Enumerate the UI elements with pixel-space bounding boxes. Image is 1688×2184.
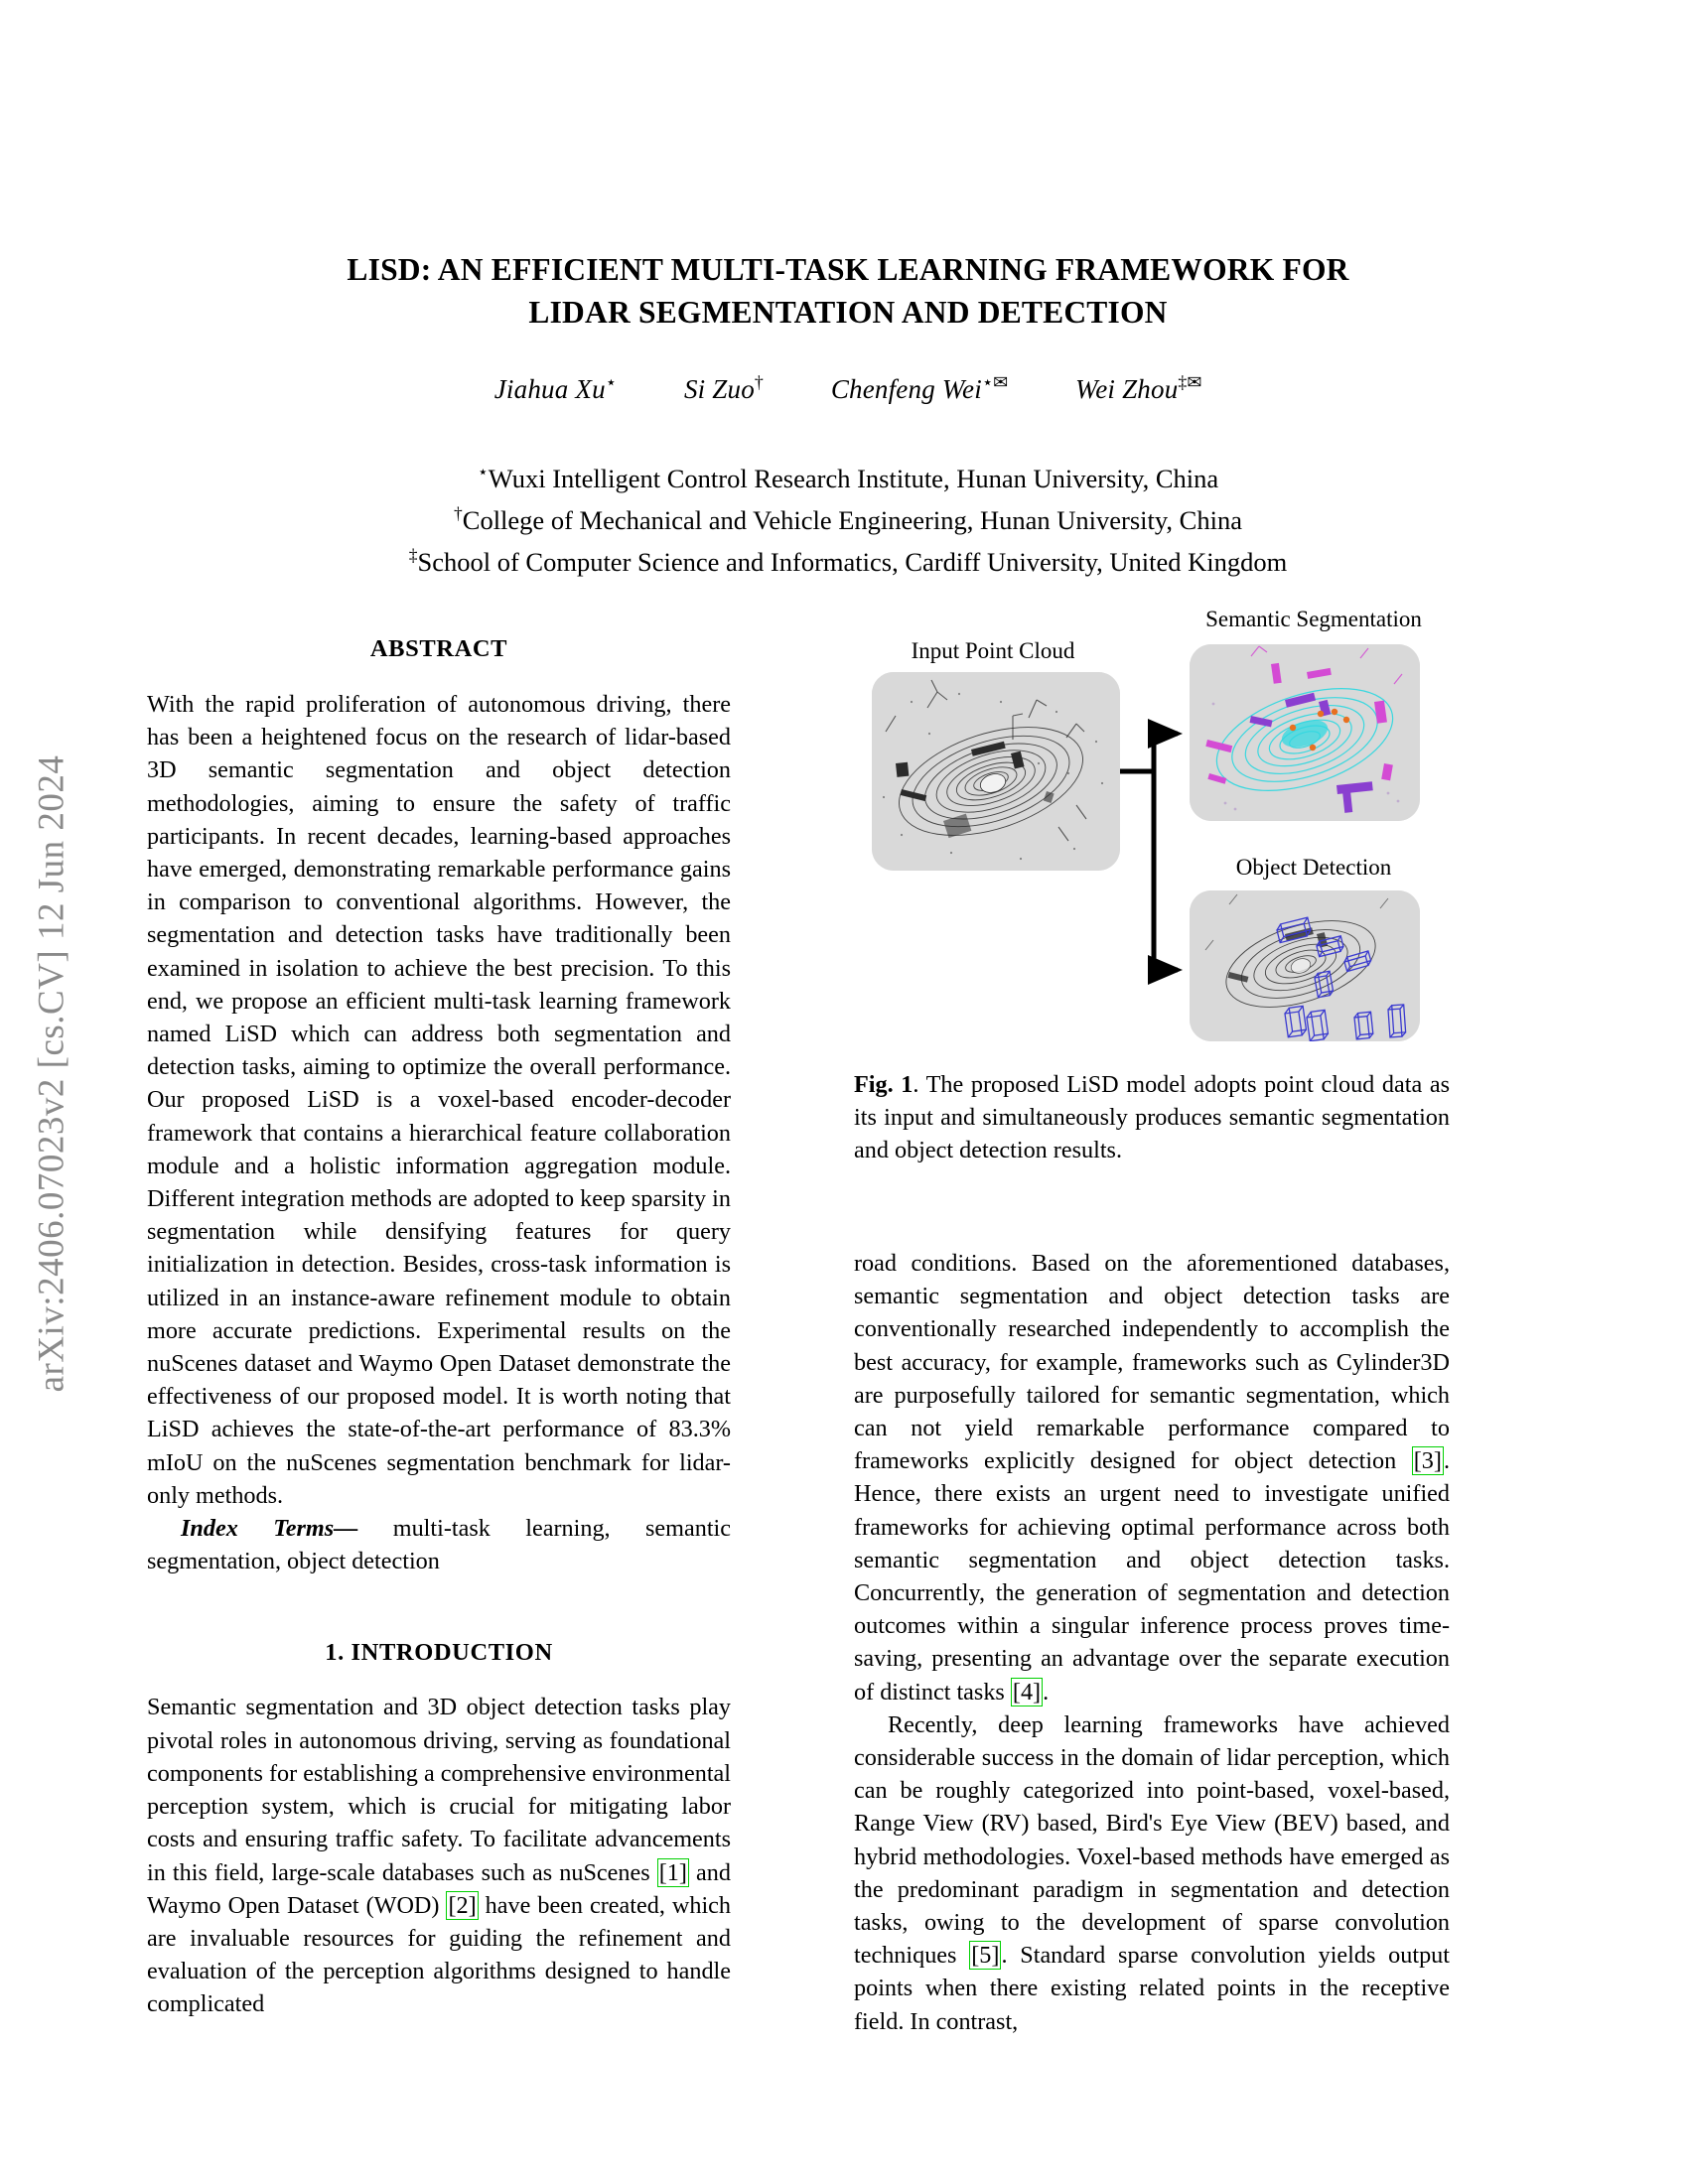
author-entry	[494, 372, 617, 405]
figure-1-caption	[854, 1068, 1450, 1167]
index-terms-text: multi-task learning, semantic segmentation, object detection	[147, 1515, 731, 1575]
citation-1[interactable]: [1]	[658, 1858, 687, 1886]
object-detection-render	[1190, 890, 1420, 1041]
affiliation-mark: †	[454, 502, 463, 523]
intro-paragraph-3	[854, 1708, 1450, 2038]
paper-page	[147, 0, 1549, 2184]
index-terms	[147, 1512, 731, 1577]
author-list	[147, 372, 1549, 405]
intro-p2-part-c: .	[1043, 1678, 1050, 1706]
intro-paragraph-1	[147, 1691, 731, 2020]
affiliation-entry	[147, 496, 1549, 538]
figure-label-object-detection: Object Detection	[1235, 855, 1392, 880]
author-name: Si Zuo	[683, 374, 755, 404]
affiliation-mark: ‡	[408, 544, 418, 565]
intro-p3-part-a: Recently, deep learning frameworks have achieved considerable success in the domain of lidar perception, which can be roughly categorized into point-based, voxel-based, Range View (RV) based, Bird's Eye View (BEV) based, and hybrid methodologies. Voxel-based methods have emerged as the predominant paradigm in segmentation and detection tasks, owing to the development of sparse convolution techniques	[854, 1710, 1450, 1970]
citation-4[interactable]: [4]	[1012, 1678, 1042, 1706]
semantic-segmentation-panel	[1190, 644, 1420, 821]
input-point-cloud-render	[872, 672, 1120, 871]
affiliation-mark: ⋆	[477, 462, 489, 481]
title-line-2: SEGMENTATION AND DETECTION	[637, 295, 1168, 330]
affiliation-list	[147, 455, 1549, 579]
intro-p1-part-c: have been created, which are invaluable resources for guiding the refinement and evaluation of the perception algorithms designed to handle complicated	[147, 1891, 731, 2018]
author-name: Jiahua Xu	[493, 374, 606, 404]
affiliation-entry	[147, 455, 1549, 496]
semantic-segmentation-render	[1190, 644, 1420, 821]
affiliation-text: Wuxi Intelligent Control Research Institute, Hunan University, China	[488, 463, 1219, 493]
affiliation-text: College of Mechanical and Vehicle Engineering, Hunan University, China	[462, 504, 1242, 535]
left-column	[147, 635, 731, 2021]
author-name: Chenfeng Wei	[830, 374, 982, 404]
figure-label-input-point-cloud: Input Point Cloud	[911, 638, 1075, 663]
title-block	[147, 248, 1549, 334]
citation-3[interactable]: [3]	[1413, 1447, 1442, 1475]
index-terms-label: Index Terms—	[181, 1515, 358, 1543]
intro-p3-part-b: . Standard sparse convolution yields output points when there existing related points in the receptive field. In contrast,	[854, 1942, 1450, 2035]
author-entry	[684, 372, 764, 405]
author-affiliation-mark: ‡✉	[1178, 372, 1202, 392]
citation-5[interactable]: [5]	[971, 1942, 1000, 1970]
arxiv-stamp: arXiv:2406.07023v2 [cs.CV] 12 Jun 2024	[31, 754, 72, 1393]
figure-1	[854, 607, 1450, 1167]
object-detection-panel	[1190, 890, 1420, 1041]
page-title	[147, 248, 1549, 334]
introduction-heading: 1. INTRODUCTION	[325, 1639, 553, 1667]
citation-2[interactable]: [2]	[448, 1891, 477, 1919]
right-column	[854, 1247, 1450, 2038]
figure-1-graphic	[854, 607, 1450, 1042]
author-affiliation-mark: ⋆✉	[981, 372, 1009, 392]
abstract-heading: ABSTRACT	[369, 635, 508, 662]
input-point-cloud-panel	[872, 672, 1120, 871]
author-name: Wei Zhou	[1075, 374, 1179, 404]
figure-label-semantic-segmentation: Semantic Segmentation	[1205, 607, 1422, 631]
author-affiliation-mark: †	[754, 372, 764, 392]
title-line-1: LISD: AN EFFICIENT MULTI-TASK LEARNING FRAMEWORK FOR LIDAR	[347, 252, 1349, 330]
intro-p2-part-b: . Hence, there exists an urgent need to investigate unified frameworks for achieving optimal performance across both semantic segmentation and object detection tasks. Concurrently, the generation of segmentation and detection outcomes within a singular inference process proves time-saving, presenting an advantage over the separate execution of distinct tasks	[854, 1447, 1450, 1706]
figure-caption-label: Fig. 1	[854, 1071, 914, 1098]
author-entry	[1075, 372, 1201, 405]
intro-p2-part-a: road conditions. Based on the aforementioned databases, semantic segmentation and object detection tasks are conventionally researched independently to accomplish the best accuracy, for example, frameworks such as Cylinder3D are purposefully tailored for semantic segmentation, which can not yield remarkable performance compared to frameworks explicitly designed for object detection	[854, 1250, 1450, 1475]
author-affiliation-mark: ⋆	[605, 372, 617, 392]
abstract-text: With the rapid proliferation of autonomous driving, there has been a heightened focus on the research of lidar-based 3D semantic segmentation and object detection methodologies, aiming to ensure the safety of traffic participants. In recent decades, learning-based approaches have emerged, demonstrating remarkable performance gains in comparison to conventional algorithms. However, the segmentation and detection tasks have traditionally been examined in isolation to achieve the best precision. To this end, we propose an efficient multi-task learning framework named LiSD which can address both segmentation and detection tasks, aiming to optimize the overall performance. Our proposed LiSD is a voxel-based encoder-decoder framework that contains a hierarchical feature collaboration module and a holistic information aggregation module. Different integration methods are adopted to keep sparsity in segmentation while densifying features for query initialization in detection. Besides, cross-task information is utilized in an instance-aware refinement module to obtain more accurate predictions. Experimental results on the nuScenes dataset and Waymo Open Dataset demonstrate the effectiveness of our proposed model. It is worth noting that LiSD achieves the state-of-the-art performance of 83.3% mIoU on the nuScenes segmentation benchmark for lidar-only methods.	[147, 691, 731, 1509]
figure-caption-text: . The proposed LiSD model adopts point cloud data as its input and simultaneously produces semantic segmentation and object detection results.	[854, 1071, 1450, 1164]
affiliation-text: School of Computer Science and Informatics, Cardiff University, United Kingdom	[417, 546, 1288, 577]
author-entry	[831, 372, 1008, 405]
affiliation-entry	[147, 538, 1549, 580]
intro-p1-part-a: Semantic segmentation and 3D object detection tasks play pivotal roles in autonomous driving, serving as foundational components for establishing a comprehensive environmental perception system, which is crucial for mitigating labor costs and ensuring traffic safety. To facilitate advancements in this field, large-scale databases such as nuScenes	[147, 1694, 731, 1886]
intro-p1-part-b: and Waymo Open Dataset (WOD)	[147, 1858, 731, 1919]
intro-paragraph-2	[854, 1247, 1450, 1708]
